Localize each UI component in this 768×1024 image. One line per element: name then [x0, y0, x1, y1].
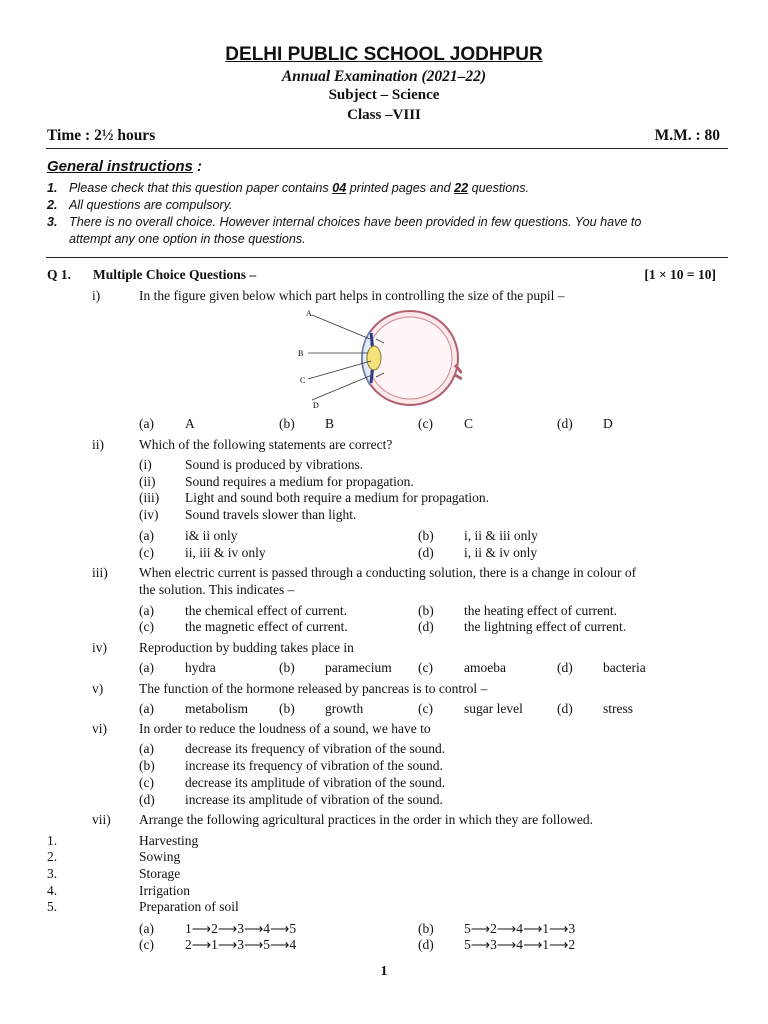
option-label: (a) [139, 741, 154, 756]
list-number: 4. [47, 883, 58, 898]
question-text: Arrange the following agricultural practices in the order in which they are followed. [139, 812, 593, 827]
option-text: sugar level [464, 701, 523, 716]
class: Class –VIII [347, 107, 421, 123]
statement-label: (i) [139, 457, 152, 472]
list-item: Sowing [139, 849, 181, 864]
option-text: B [325, 416, 335, 431]
option-text: the lightning effect of current. [464, 619, 627, 634]
option-label: (a) [139, 603, 154, 618]
option-label: (d) [139, 792, 155, 807]
sub-question-number: ii) [92, 437, 104, 452]
sub-question-number: vii) [92, 812, 111, 827]
option-text: paramecium [325, 660, 392, 675]
question-text: In the figure given below which part helps in controlling the size of the pupil – [139, 288, 565, 303]
option-label: (b) [279, 660, 295, 675]
option-label: (c) [418, 416, 433, 431]
question-text: Which of the following statements are correct? [139, 437, 393, 452]
question-text-line-2: the solution. This indicates – [139, 582, 295, 597]
option-label: (a) [139, 921, 154, 936]
list-number: 2. [47, 849, 58, 864]
option-text: hydra [185, 660, 216, 675]
statement-label: (iv) [139, 507, 159, 522]
option-text: 5⟶2⟶4⟶1⟶3 [464, 921, 576, 936]
instruction-number: 1. [47, 181, 58, 195]
option-text: decrease its frequency of vibration of the sound. [185, 741, 446, 756]
statement-text: Sound travels slower than light. [185, 507, 357, 522]
option-text: growth [325, 701, 364, 716]
instructions-heading: General instructions : [47, 158, 203, 175]
statement-label: (ii) [139, 474, 156, 489]
question-text: The function of the hormone released by pancreas is to control – [139, 681, 488, 696]
option-text: 5⟶3⟶4⟶1⟶2 [464, 937, 576, 952]
school-name: DELHI PUBLIC SCHOOL JODHPUR [225, 44, 543, 65]
option-text: i, ii & iii only [464, 528, 538, 543]
option-label: (a) [139, 416, 154, 431]
list-number: 1. [47, 833, 58, 848]
option-label: (c) [139, 619, 154, 634]
question-text-line-1: When electric current is passed through a conducting solution, there is a change in colour of [139, 565, 637, 580]
section-title: Multiple Choice Questions – [93, 267, 257, 282]
figure-label-d: D [313, 401, 319, 410]
instruction-number: 3. [47, 215, 58, 229]
option-label: (d) [418, 937, 434, 952]
list-number: 5. [47, 899, 58, 914]
question-number: Q 1. [47, 267, 72, 282]
option-text: ii, iii & iv only [185, 545, 266, 560]
option-label: (d) [418, 619, 434, 634]
question-text: In order to reduce the loudness of a sound, we have to [139, 721, 431, 736]
exam-title: Annual Examination (2021–22) [281, 68, 487, 85]
option-text: amoeba [464, 660, 506, 675]
eye-diagram-figure [292, 303, 462, 413]
option-label: (a) [139, 701, 154, 716]
option-text: the chemical effect of current. [185, 603, 348, 618]
list-number: 3. [47, 866, 58, 881]
sub-question-number: i) [92, 288, 101, 303]
question-text: Reproduction by budding takes place in [139, 640, 354, 655]
option-text: A [185, 416, 195, 431]
list-item: Irrigation [139, 883, 190, 898]
sub-question-number: vi) [92, 721, 107, 736]
option-label: (b) [418, 528, 434, 543]
instructions-divider [46, 257, 728, 258]
statement-text: Sound requires a medium for propagation. [185, 474, 414, 489]
option-text: increase its frequency of vibration of the sound. [185, 758, 443, 773]
page-number: 1 [380, 964, 388, 979]
figure-label-b: B [298, 349, 304, 358]
option-text: increase its amplitude of vibration of the sound. [185, 792, 443, 807]
sub-question-number: iv) [92, 640, 107, 655]
max-marks: M.M. : 80 [654, 127, 720, 144]
option-text: the magnetic effect of current. [185, 619, 348, 634]
option-text: 1⟶2⟶3⟶4⟶5 [185, 921, 297, 936]
header-divider [46, 148, 728, 149]
option-text: bacteria [603, 660, 646, 675]
instruction-2: All questions are compulsory. [69, 198, 233, 212]
option-text: decrease its amplitude of vibration of the sound. [185, 775, 446, 790]
time-allowed: Time : 2½ hours [47, 127, 156, 144]
option-text: i& ii only [185, 528, 238, 543]
option-label: (b) [418, 921, 434, 936]
option-label: (d) [557, 701, 573, 716]
statement-text: Sound is produced by vibrations. [185, 457, 364, 472]
section-marks: [1 × 10 = 10] [644, 267, 716, 282]
figure-label-a: A [306, 309, 312, 318]
statement-text: Light and sound both require a medium for propagation. [185, 490, 490, 505]
subject: Subject – Science [328, 87, 440, 103]
instruction-1: Please check that this question paper contains 04 printed pages and 22 questions. [69, 181, 530, 195]
option-label: (b) [279, 701, 295, 716]
option-text: 2⟶1⟶3⟶5⟶4 [185, 937, 297, 952]
sub-question-number: v) [92, 681, 104, 696]
option-label: (b) [418, 603, 434, 618]
option-text: metabolism [185, 701, 248, 716]
option-text: the heating effect of current. [464, 603, 618, 618]
option-text: C [464, 416, 474, 431]
option-label: (d) [557, 416, 573, 431]
option-text: i, ii & iv only [464, 545, 538, 560]
option-text: stress [603, 701, 633, 716]
instruction-3-line-1: There is no overall choice. However internal choices have been provided in few questions. You have to [69, 215, 642, 229]
list-item: Preparation of soil [139, 899, 239, 914]
option-label: (c) [139, 775, 154, 790]
option-label: (b) [279, 416, 295, 431]
list-item: Harvesting [139, 833, 199, 848]
statement-label: (iii) [139, 490, 160, 505]
option-label: (c) [418, 701, 433, 716]
option-label: (d) [418, 545, 434, 560]
figure-label-c: C [300, 376, 306, 385]
option-label: (d) [557, 660, 573, 675]
option-text: D [603, 416, 613, 431]
option-label: (c) [139, 545, 154, 560]
instruction-3-line-2: attempt any one option in those questions. [69, 232, 306, 246]
option-label: (a) [139, 660, 154, 675]
option-label: (b) [139, 758, 155, 773]
option-label: (a) [139, 528, 154, 543]
sub-question-number: iii) [92, 565, 108, 580]
option-label: (c) [139, 937, 154, 952]
option-label: (c) [418, 660, 433, 675]
instruction-number: 2. [47, 198, 58, 212]
list-item: Storage [139, 866, 181, 881]
